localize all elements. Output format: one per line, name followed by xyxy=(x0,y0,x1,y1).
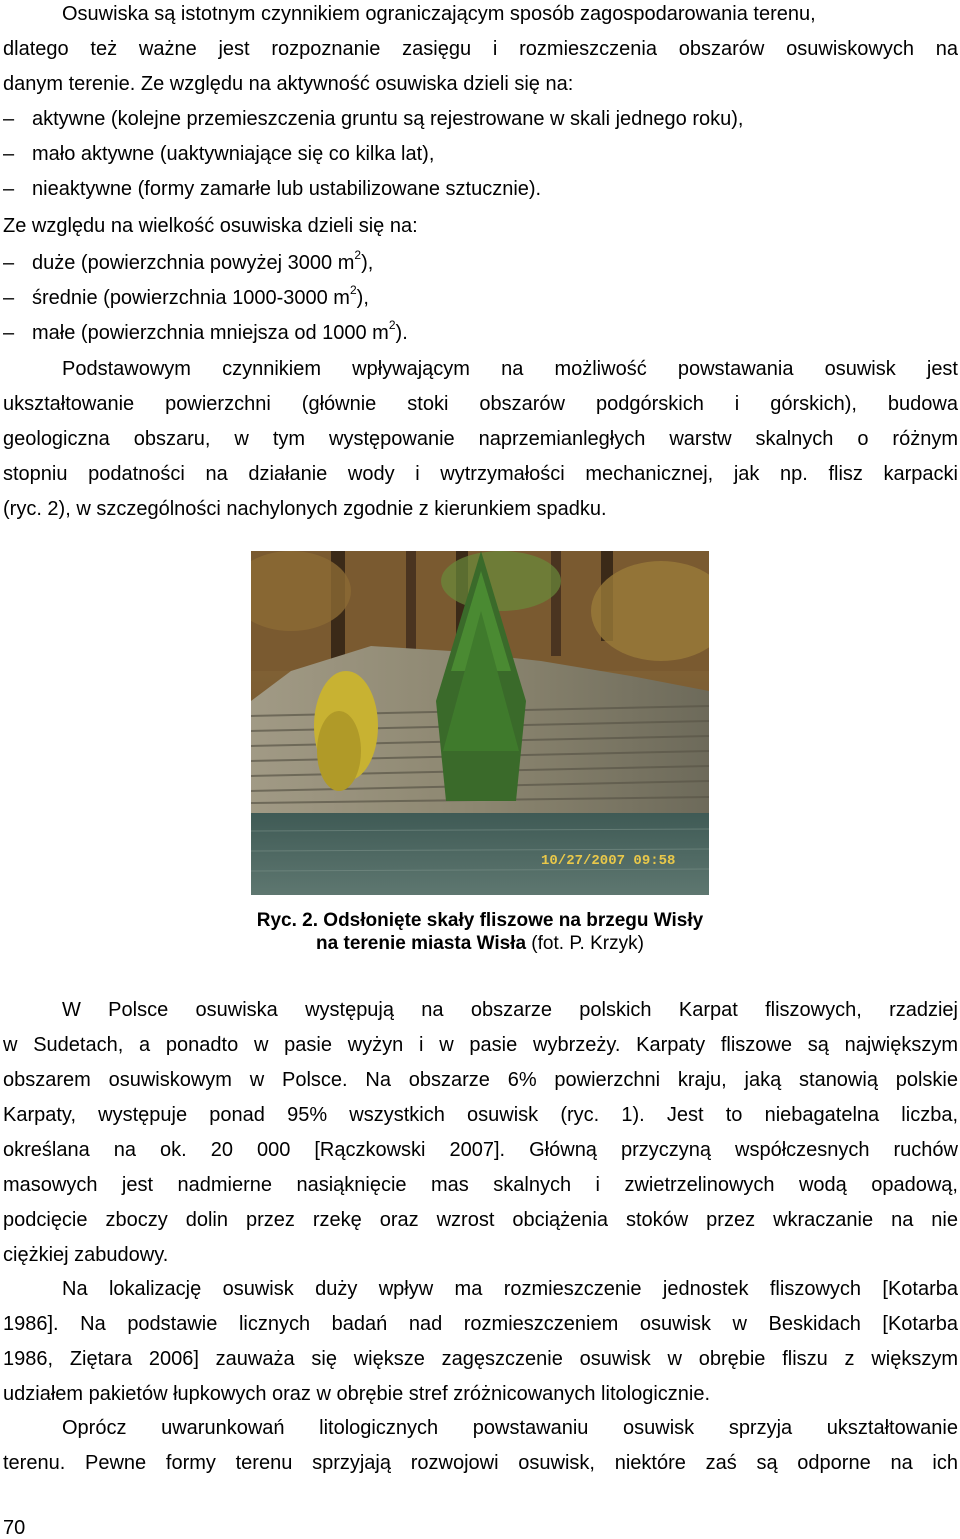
text-line: obszarem osuwiskowym w Polsce. Na obszarze 6% powierzchni kraju, jaką stanowią polskie xyxy=(3,1069,958,1091)
caption-credit: (fot. P. Krzyk) xyxy=(526,933,644,954)
text-line: ciężkiej zabudowy. xyxy=(3,1244,169,1266)
dash-bullet: – xyxy=(3,287,15,309)
dash-bullet: – xyxy=(3,322,15,344)
caption-bold: na terenie miasta Wisła xyxy=(316,933,527,954)
page-number: 70 xyxy=(3,1517,26,1539)
list-item-text: ), xyxy=(356,287,369,309)
list-item xyxy=(3,248,374,275)
text-line: geologiczna obszaru, w tym występowanie naprzemianległych warstw skalnych o różnym xyxy=(3,428,958,450)
dash-bullet: – xyxy=(3,108,15,130)
text-line: w Sudetach, a ponadto w pasie wyżyn i w pasie wybrzeży. Karpaty fliszowe są największym xyxy=(3,1034,958,1056)
list-item-text: ), xyxy=(361,252,374,274)
superscript: 2 xyxy=(354,248,362,263)
text-line: Ze względu na wielkość osuwiska dzieli się na: xyxy=(3,215,418,237)
list-item-text: duże (powierzchnia powyżej 3000 m xyxy=(32,252,355,274)
text-line: terenu. Pewne formy terenu sprzyjają rozwojowi osuwisk, niektóre zaś są odporne na ich xyxy=(3,1452,958,1474)
list-item-text: nieaktywne (formy zamarłe lub ustabilizowane sztucznie). xyxy=(32,178,542,200)
list-item-text: średnie (powierzchnia 1000-3000 m xyxy=(32,287,350,309)
text-line: masowych jest nadmierne nasiąknięcie mas skalnych i zwietrzelinowych wodą opadową, xyxy=(3,1174,958,1196)
text-line: udziałem pakietów łupkowych oraz w obrębie stref zróżnicowanych litologicznie. xyxy=(3,1383,711,1405)
caption-bold: Ryc. 2. Odsłonięte skały fliszowe na brzegu Wisły xyxy=(256,910,704,931)
photo-timestamp: 10/27/2007 09:58 xyxy=(541,853,676,869)
list-item xyxy=(3,142,434,166)
list-item-text: ). xyxy=(395,322,408,344)
dash-bullet: – xyxy=(3,143,15,165)
text-line: ukształtowanie powierzchni (głównie stoki obszarów podgórskich i górskich), budowa xyxy=(3,393,958,415)
text-line: podcięcie zboczy dolin przez rzekę oraz wzrost obciążenia stoków przez wkraczanie na nie xyxy=(3,1209,958,1231)
text-line: Oprócz uwarunkowań litologicznych powstawaniu osuwisk sprzyja ukształtowanie xyxy=(62,1417,958,1439)
text-line: Podstawowym czynnikiem wpływającym na możliwość powstawania osuwisk jest xyxy=(62,358,958,380)
list-item xyxy=(3,318,408,345)
list-item xyxy=(3,283,369,310)
list-item-text: aktywne (kolejne przemieszczenia gruntu są rejestrowane w skali jednego roku), xyxy=(32,108,744,130)
text-line: 1986]. Na podstawie licznych badań nad rozmieszczeniem osuwisk w Beskidach [Kotarba xyxy=(3,1313,958,1335)
superscript: 2 xyxy=(388,318,396,333)
landslide-photo xyxy=(251,551,709,895)
text-line: (ryc. 2), w szczególności nachylonych zgodnie z kierunkiem spadku. xyxy=(3,498,607,520)
text-line: Karpaty, występuje ponad 95% wszystkich osuwisk (ryc. 1). Jest to niebagatelna liczba, xyxy=(3,1104,958,1126)
text-line: Na lokalizację osuwisk duży wpływ ma rozmieszczenie jednostek fliszowych [Kotarba xyxy=(62,1278,958,1300)
dash-bullet: – xyxy=(3,178,15,200)
text-line: dlatego też ważne jest rozpoznanie zasięgu i rozmieszczenia obszarów osuwiskowych na xyxy=(3,38,958,60)
list-item xyxy=(3,107,743,131)
list-item xyxy=(3,177,541,201)
text-line: określana na ok. 20 000 [Rączkowski 2007]. Główną przyczyną współczesnych ruchów xyxy=(3,1139,958,1161)
list-item-text: małe (powierzchnia mniejsza od 1000 m xyxy=(32,322,389,344)
text-line: 1986, Ziętara 2006] zauważa się większe zagęszczenie osuwisk w obrębie fliszu z większym xyxy=(3,1348,958,1370)
text-line: W Polsce osuwiska występują na obszarze polskich Karpat fliszowych, rzadziej xyxy=(62,999,958,1021)
list-item-text: mało aktywne (uaktywniające się co kilka lat), xyxy=(32,143,435,165)
figure-caption-line2 xyxy=(0,933,960,955)
text-line: Osuwiska są istotnym czynnikiem ograniczającym sposób zagospodarowania terenu, xyxy=(62,3,816,25)
text-line: danym terenie. Ze względu na aktywność osuwiska dzieli się na: xyxy=(3,73,574,95)
text-line: stopniu podatności na działanie wody i wytrzymałości mechanicznej, jak np. flisz karpacki xyxy=(3,463,958,485)
dash-bullet: – xyxy=(3,252,15,274)
superscript: 2 xyxy=(349,283,357,298)
figure-caption-line1 xyxy=(0,910,960,932)
